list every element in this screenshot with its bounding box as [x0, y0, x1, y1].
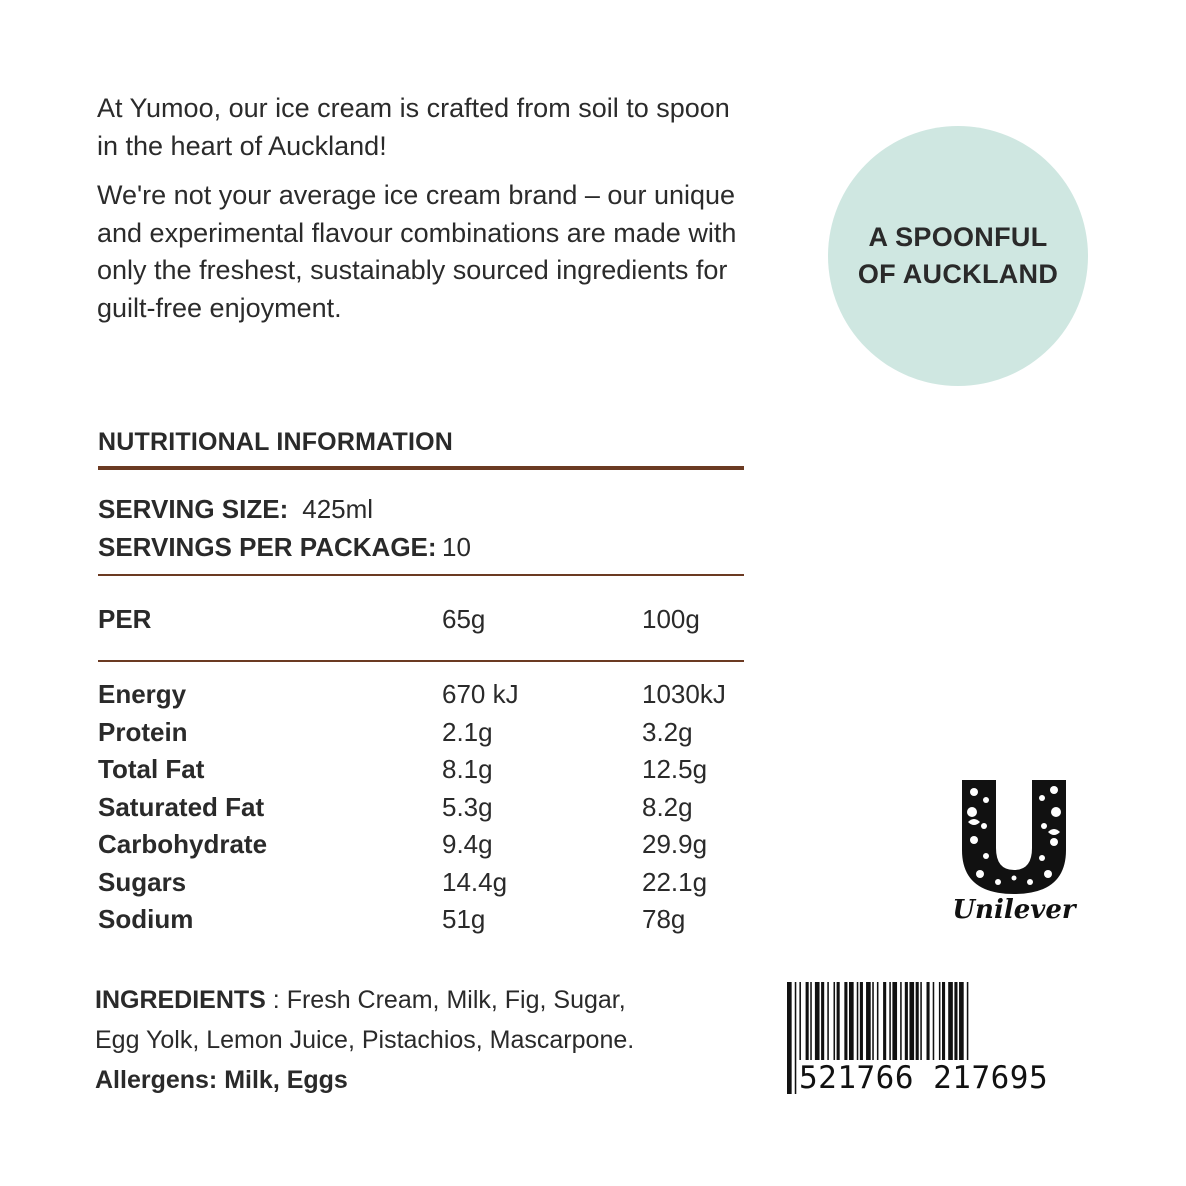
table-row [98, 676, 744, 714]
per-col-1: 65g [442, 604, 486, 634]
nutrient-value-65g: 51g [442, 904, 486, 934]
serving-size-value: 425ml [302, 494, 374, 524]
serving-info [98, 470, 744, 574]
intro-paragraph-2: We're not your average ice cream brand – our unique and experimental flavour combinations are made with only the freshest, sustainably sourced ingredients for guilt-free enjoyment. [97, 180, 737, 323]
per-col-2: 100g [642, 604, 700, 634]
nutrient-value-100g: 8.2g [642, 791, 693, 822]
nutrient-name: Total Fat [98, 754, 205, 784]
table-row [98, 751, 744, 789]
nutrient-value-100g: 3.2g [642, 716, 693, 747]
unilever-logo-icon [944, 778, 1084, 928]
per-label: PER [98, 604, 152, 634]
nutrient-name: Protein [98, 716, 188, 747]
nutrient-value-65g: 8.1g [442, 754, 493, 784]
per-header-row [98, 576, 744, 660]
serving-size-label: SERVING SIZE: [98, 494, 289, 524]
nutrient-value-65g: 14.4g [442, 866, 508, 897]
table-row [98, 826, 744, 864]
nutrient-value-100g: 22.1g [642, 866, 708, 897]
serving-size-row [98, 490, 744, 528]
nutrient-value-65g: 2.1g [442, 716, 493, 747]
ingredients-text-1: : Fresh Cream, Milk, Fig, Sugar, [265, 986, 626, 1014]
unilever-wordmark: Unilever [952, 895, 1076, 925]
barcode-bar [787, 982, 792, 1094]
ingredients-text-2: Egg Yolk, Lemon Juice, Pistachios, Mascarpone. [95, 1026, 635, 1054]
nutrition-title: NUTRITIONAL INFORMATION [98, 428, 454, 456]
intro-text [97, 90, 737, 339]
table-row [98, 864, 744, 902]
ingredients-label: INGREDIENTS [95, 986, 266, 1014]
nutrient-name: Saturated Fat [98, 791, 265, 822]
intro-paragraph-1: At Yumoo, our ice cream is crafted from soil to spoon in the heart of Auckland! [97, 93, 730, 161]
barcode-digits: 521766 217695 [799, 1060, 1049, 1096]
tagline-badge [828, 126, 1088, 386]
nutrient-name: Energy [98, 679, 187, 709]
allergens-text: Allergens: Milk, Eggs [95, 1066, 348, 1094]
nutrition-table [98, 662, 744, 939]
nutrient-value-100g: 12.5g [642, 754, 708, 784]
nutrient-value-100g: 29.9g [642, 829, 708, 859]
nutrient-name: Carbohydrate [98, 829, 268, 859]
nutrient-value-65g: 670 kJ [442, 679, 519, 709]
nutrient-value-100g: 78g [642, 904, 686, 934]
nutrient-name: Sodium [98, 904, 194, 934]
badge-line-1: A SPOONFUL [868, 222, 1048, 252]
nutrient-value-100g: 1030kJ [642, 679, 726, 709]
ingredients-block [95, 980, 715, 1100]
badge-line-2: OF AUCKLAND [857, 259, 1059, 289]
nutrient-name: Sugars [98, 866, 187, 897]
servings-per-package-row [98, 528, 744, 566]
nutrition-panel [98, 428, 744, 939]
servings-label: SERVINGS PER PACKAGE: [98, 532, 437, 562]
table-row [98, 901, 744, 939]
table-row [98, 789, 744, 827]
table-row [98, 714, 744, 752]
servings-value: 10 [442, 532, 471, 562]
unilever-logo [944, 778, 1084, 928]
nutrient-value-65g: 9.4g [442, 829, 493, 859]
nutrient-value-65g: 5.3g [442, 791, 493, 822]
